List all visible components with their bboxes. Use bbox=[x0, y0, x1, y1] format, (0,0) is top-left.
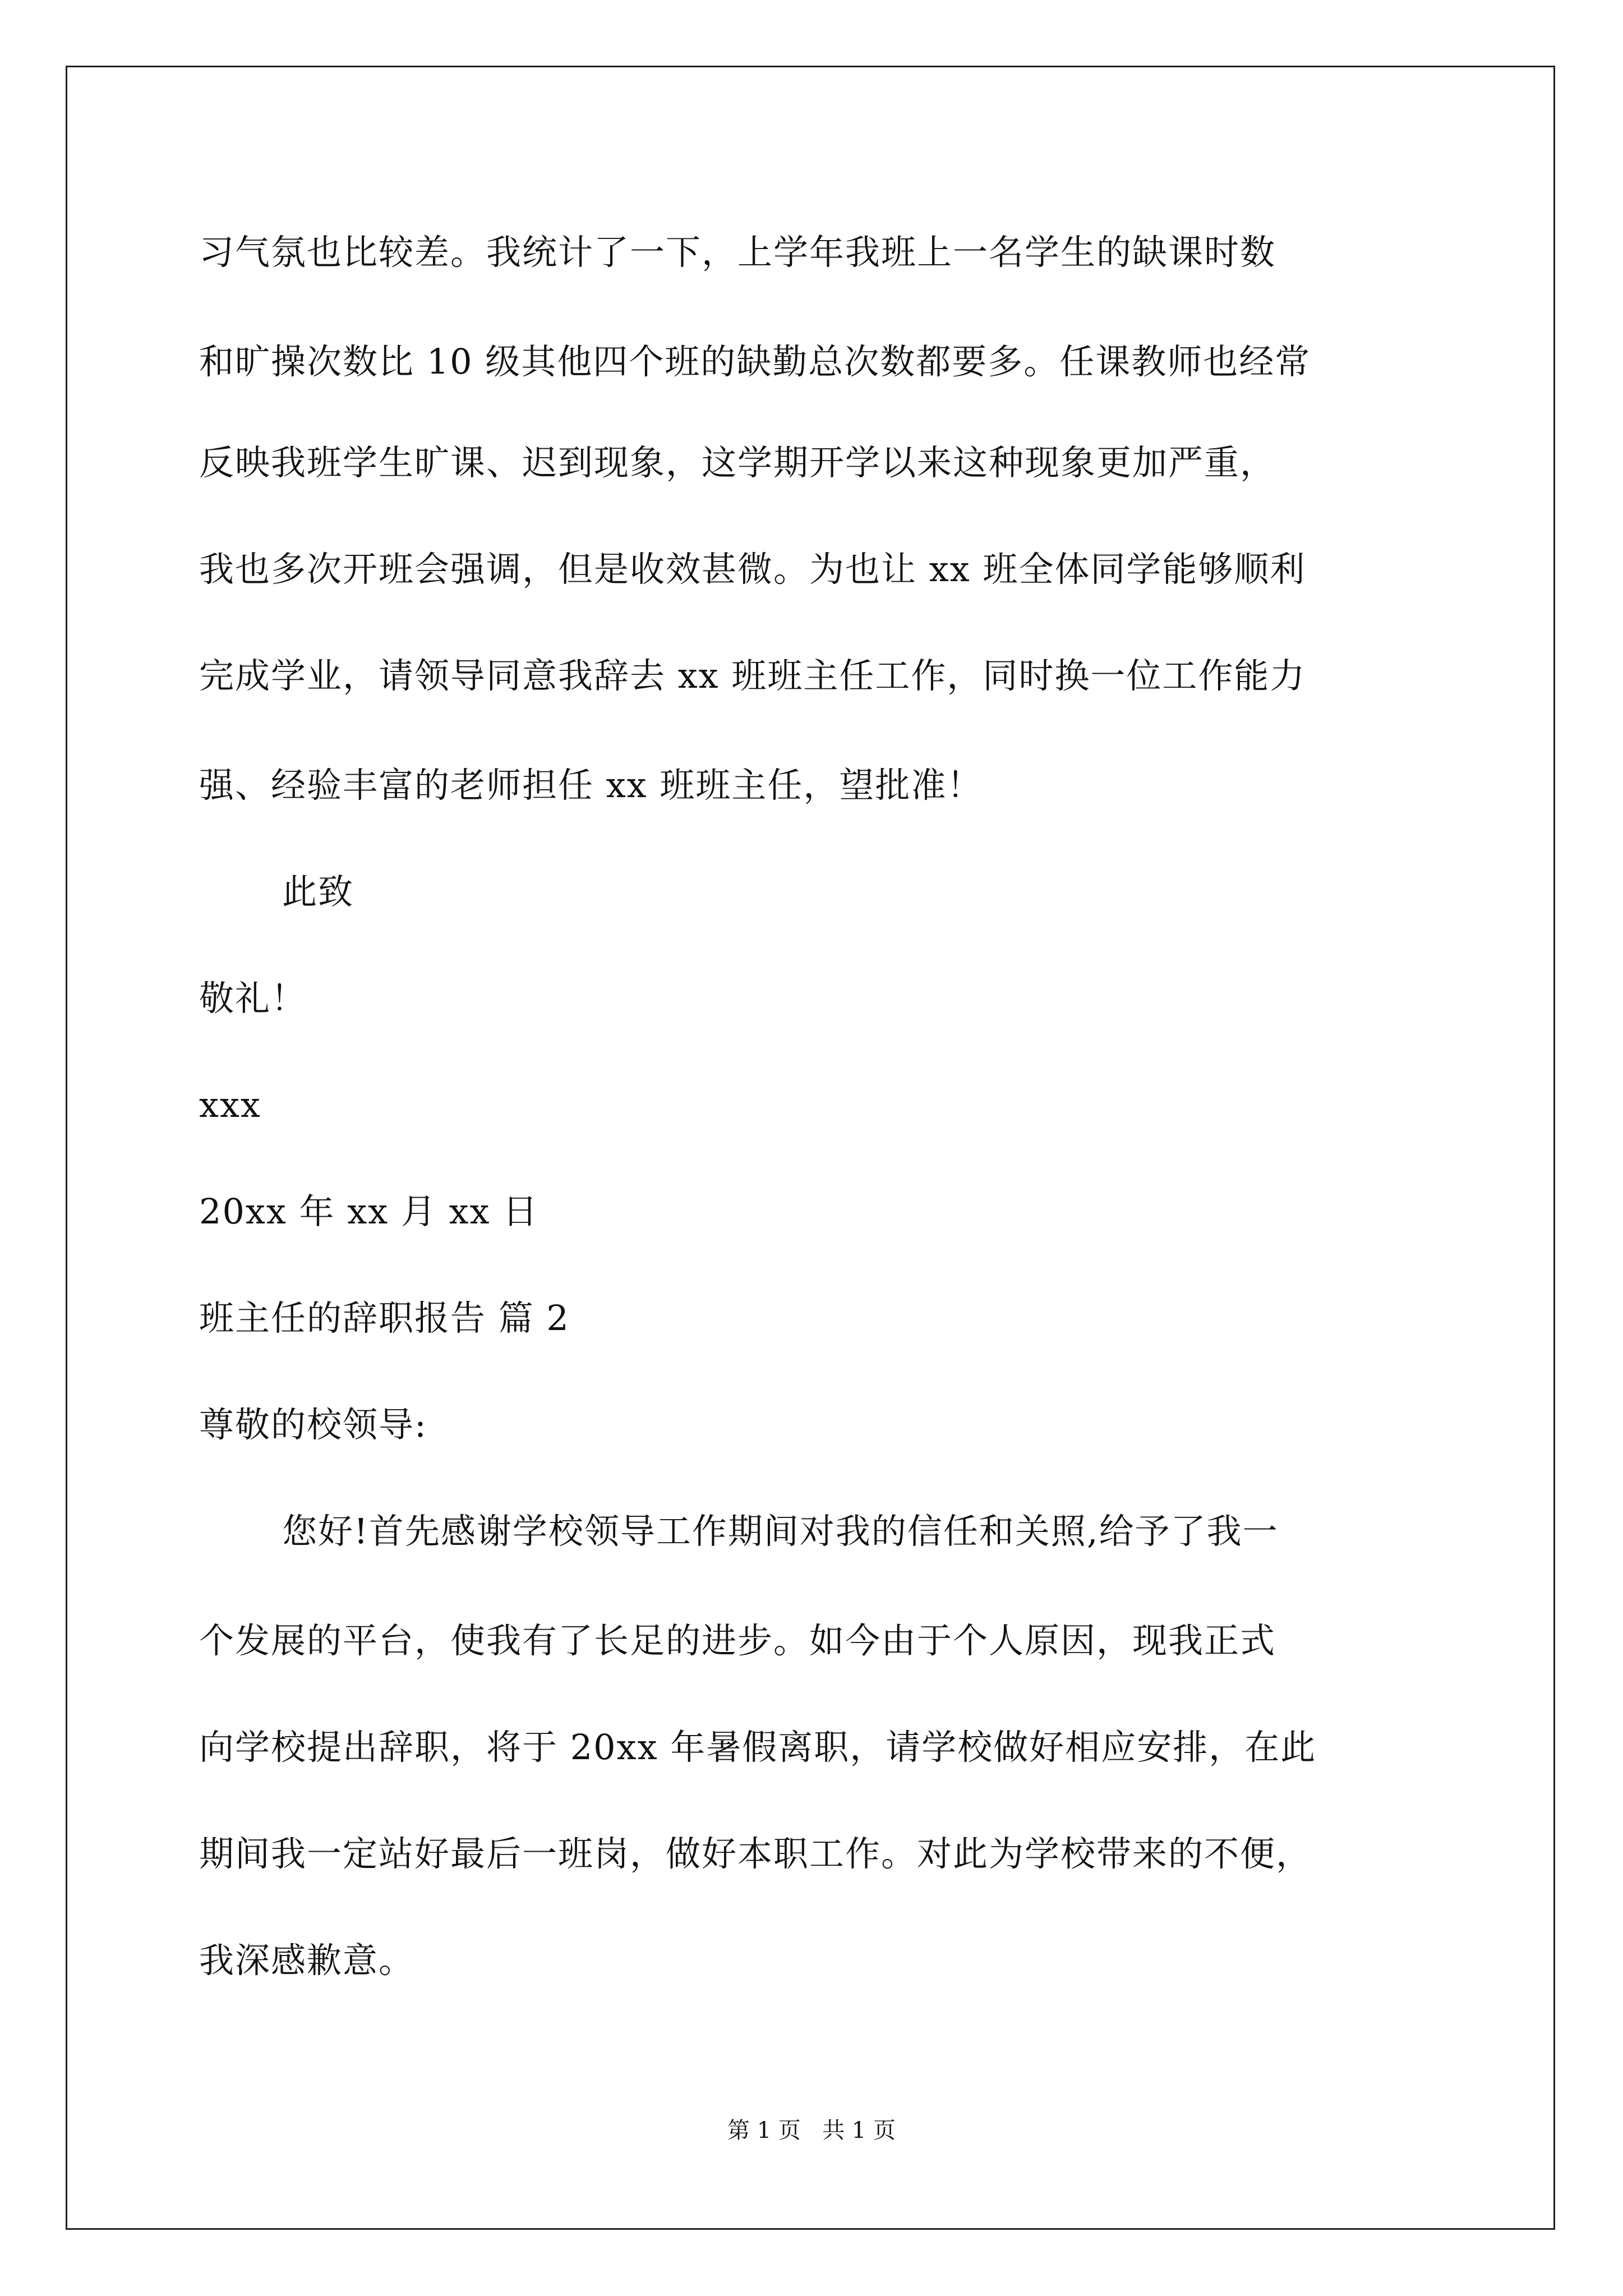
body-line: 我也多次开班会强调，但是收效甚微。为也让 xx 班全体同学能够顺利 bbox=[199, 549, 1306, 590]
date-text: 20xx 年 xx 月 xx 日 bbox=[199, 1191, 539, 1232]
closing-text: 此致 bbox=[282, 871, 354, 912]
body-line: 我深感歉意。 bbox=[199, 1940, 415, 1981]
section-title: 班主任的辞职报告 篇 2 bbox=[199, 1297, 570, 1338]
body-line: 向学校提出辞职，将于 20xx 年暑假离职，请学校做好相应安排，在此 bbox=[199, 1727, 1317, 1768]
body-line: 您好!首先感谢学校领导工作期间对我的信任和关照,给予了我一 bbox=[282, 1511, 1279, 1552]
page-frame bbox=[66, 66, 1555, 2230]
greeting-text: 尊敬的校领导: bbox=[199, 1404, 427, 1445]
body-line: 反映我班学生旷课、迟到现象，这学期开学以来这种现象更加严重， bbox=[199, 442, 1276, 483]
body-line: 完成学业，请领导同意我辞去 xx 班班主任工作，同时换一位工作能力 bbox=[199, 655, 1306, 696]
body-line: 强、经验丰富的老师担任 xx 班班主任，望批准！ bbox=[199, 765, 983, 806]
salute-text: 敬礼！ bbox=[199, 978, 307, 1019]
signature-text: xxx bbox=[199, 1084, 261, 1125]
body-line: 个发展的平台，使我有了长足的进步。如今由于个人原因，现我正式 bbox=[199, 1620, 1276, 1661]
body-line: 期间我一定站好最后一班岗，做好本职工作。对此为学校带来的不便， bbox=[199, 1833, 1312, 1874]
body-line: 和旷操次数比 10 级其他四个班的缺勤总次数都要多。任课教师也经常 bbox=[199, 341, 1311, 382]
body-line: 习气氛也比较差。我统计了一下，上学年我班上一名学生的缺课时数 bbox=[199, 232, 1276, 273]
page-footer: 第 1 页 共 1 页 bbox=[727, 2118, 896, 2143]
